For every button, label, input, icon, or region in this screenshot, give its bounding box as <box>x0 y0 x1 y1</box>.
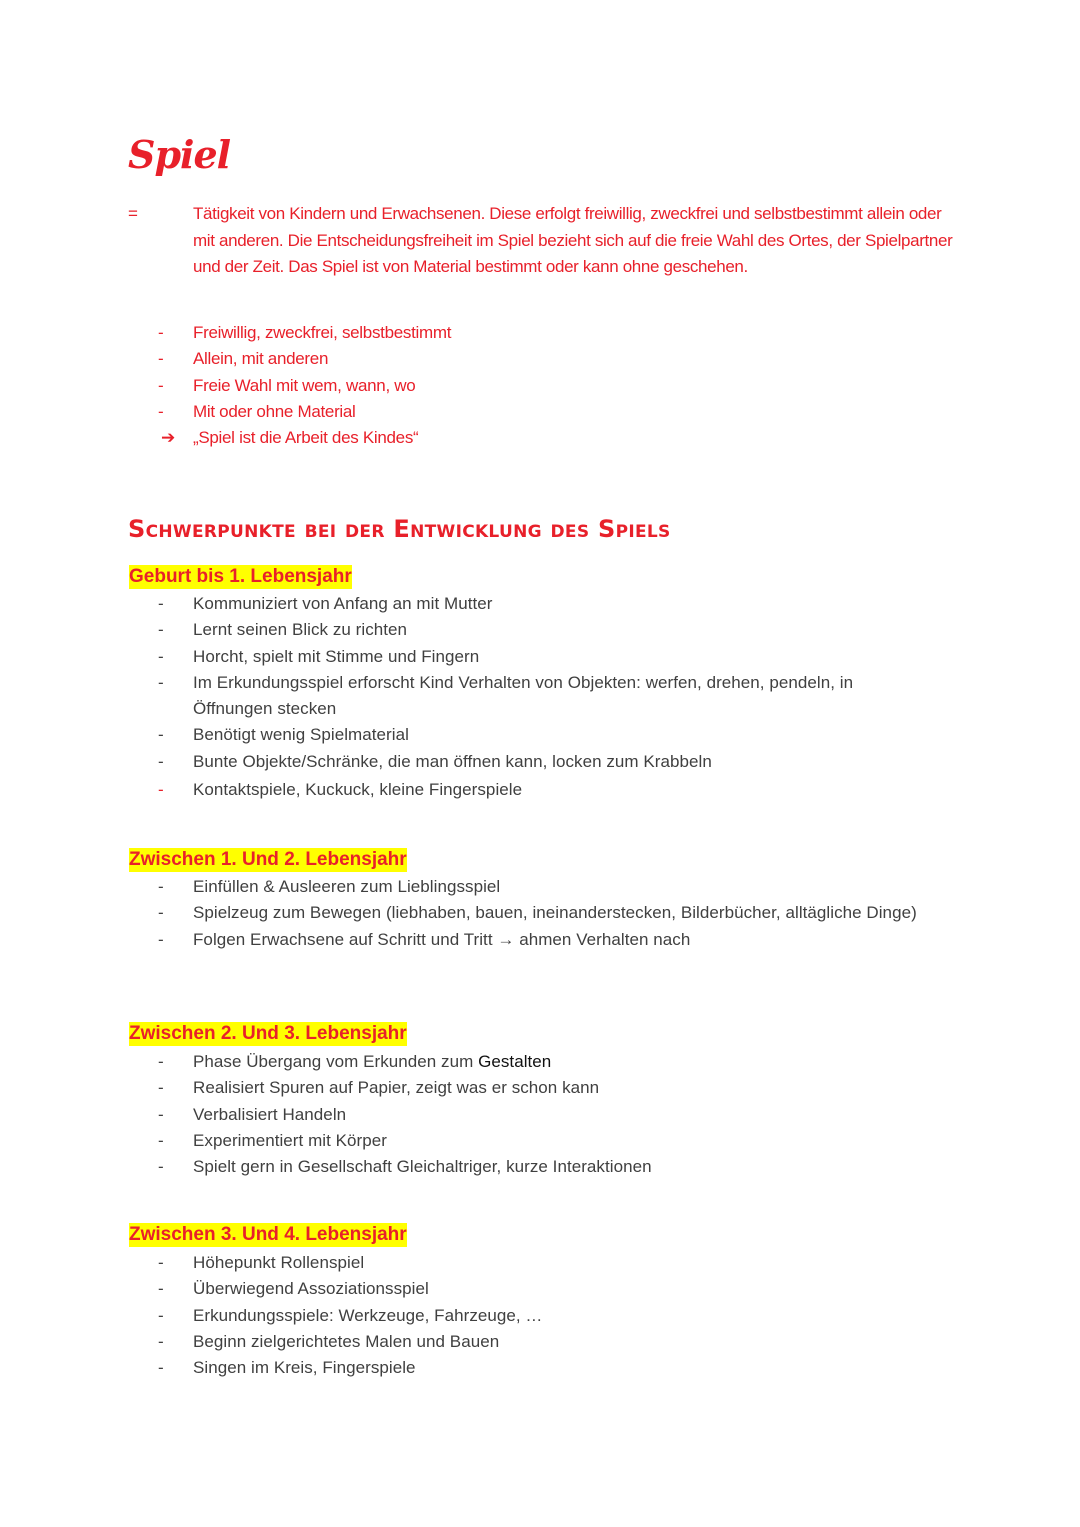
list-item: - Höhepunkt Rollenspiel <box>128 1250 928 1276</box>
list-item: - Erkundungsspiele: Werkzeuge, Fahrzeuge, … <box>128 1303 928 1329</box>
section-list-3-to-4 <box>128 1250 928 1381</box>
list-item: - Mit oder ohne Material <box>128 399 928 425</box>
summary-list <box>128 320 928 451</box>
dash-marker: - <box>158 672 164 692</box>
section-title-2-to-3: Zwischen 2. Und 3. Lebensjahr <box>129 1023 407 1044</box>
section-title-3-to-4: Zwischen 3. Und 4. Lebensjahr <box>129 1224 407 1245</box>
list-item: - Kontaktspiele, Kuckuck, kleine Fingerspiele <box>128 777 928 803</box>
dash-marker: - <box>158 323 164 342</box>
dash-marker: - <box>158 1331 164 1351</box>
section-heading: Schwerpunkte bei der Entwicklung des Spiels <box>128 515 671 543</box>
section-title-birth-to-1: Geburt bis 1. Lebensjahr <box>129 566 352 587</box>
dash-marker: - <box>158 620 164 640</box>
dash-marker: - <box>158 1104 164 1124</box>
list-item: - Singen im Kreis, Fingerspiele <box>128 1355 928 1381</box>
emphasis-text: Gestalten <box>478 1052 552 1071</box>
arrow-right-icon: ➔ <box>161 428 175 448</box>
definition-text: Tätigkeit von Kindern und Erwachsenen. Diese erfolgt freiwillig, zweckfrei und selbstbestimmt allein oder mit anderen. Die Entscheidungsfreiheit im Spiel bezieht sich auf die freie Wahl des Ortes, der Spielpartner und der Zeit. Das Spiel ist von Material bestimmt oder kann ohne geschehen. <box>193 204 953 276</box>
list-item: - Beginn zielgerichtetes Malen und Bauen <box>128 1329 928 1355</box>
list-item: - Einfüllen & Ausleeren zum Lieblingsspiel <box>128 874 928 900</box>
list-item: - Überwiegend Assoziationsspiel <box>128 1276 928 1302</box>
dash-marker: - <box>158 903 164 923</box>
list-item: - Allein, mit anderen <box>128 346 928 372</box>
dash-marker: - <box>158 1358 164 1378</box>
dash-marker: - <box>158 349 164 369</box>
dash-marker: - <box>158 594 164 613</box>
conclusion-item: ➔ „Spiel ist die Arbeit des Kindes“ <box>128 425 928 451</box>
section-list-2-to-3 <box>128 1049 928 1180</box>
dash-marker: - <box>158 1157 164 1177</box>
list-item: - Lernt seinen Blick zu richten <box>128 617 928 643</box>
dash-marker: - <box>158 1078 164 1098</box>
dash-marker: - <box>158 401 164 421</box>
list-item: - Verbalisiert Handeln <box>128 1102 928 1128</box>
list-item: - Freie Wahl mit wem, wann, wo <box>128 373 928 399</box>
list-item: - Freiwillig, zweckfrei, selbstbestimmt <box>128 320 928 346</box>
section-list-1-to-2 <box>128 874 928 953</box>
dash-marker: - <box>158 1279 164 1299</box>
list-item: - Kommuniziert von Anfang an mit Mutter <box>128 591 928 617</box>
dash-marker: - <box>158 725 164 745</box>
list-item: - Im Erkundungsspiel erforscht Kind Verhalten von Objekten: werfen, drehen, pendeln, in Öffnungen stecken <box>128 670 928 723</box>
list-item: - Benötigt wenig Spielmaterial <box>128 722 928 748</box>
dash-marker: - <box>158 1052 164 1071</box>
dash-marker: - <box>158 751 164 771</box>
dash-marker: - <box>158 780 164 800</box>
list-item: - Experimentiert mit Körper <box>128 1128 928 1154</box>
dash-marker: - <box>158 877 164 896</box>
list-item: - Folgen Erwachsene auf Schritt und Tritt → ahmen Verhalten nach <box>128 927 928 953</box>
dash-marker: - <box>158 1253 164 1272</box>
list-item: - Bunte Objekte/Schränke, die man öffnen kann, locken zum Krabbeln <box>128 749 928 775</box>
list-item: - Spielt gern in Gesellschaft Gleichaltriger, kurze Interaktionen <box>128 1154 928 1180</box>
section-list-birth-to-1 <box>128 591 928 803</box>
section-title-1-to-2: Zwischen 1. Und 2. Lebensjahr <box>129 849 407 870</box>
list-item: - Phase Übergang vom Erkunden zum Gestalten <box>128 1049 928 1075</box>
definition-marker: = <box>128 204 138 223</box>
dash-marker: - <box>158 375 164 395</box>
dash-marker: - <box>158 1305 164 1325</box>
list-item: - Spielzeug zum Bewegen (liebhaben, bauen, ineinanderstecken, Bilderbücher, alltägliche Dinge) <box>128 900 928 926</box>
list-item: - Realisiert Spuren auf Papier, zeigt was er schon kann <box>128 1075 928 1101</box>
list-item: - Horcht, spielt mit Stimme und Fingern <box>128 644 928 670</box>
dash-marker: - <box>158 1130 164 1150</box>
dash-marker: - <box>158 646 164 666</box>
dash-marker: - <box>158 929 164 949</box>
page-title: Spiel <box>128 132 231 177</box>
